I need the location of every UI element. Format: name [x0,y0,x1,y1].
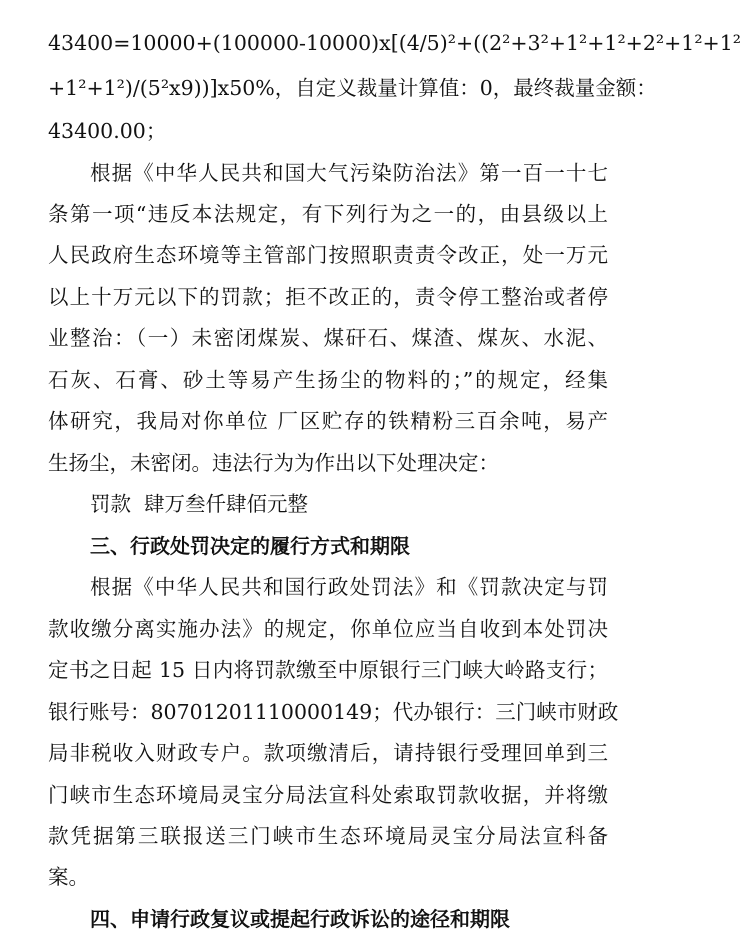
section-3-line-6: 门峡市生态环境局灵宝分局法宣科处索取罚款收据，并将缴 [48,783,608,807]
basis-line-5: 业整治：（一）未密闭煤炭、煤矸石、煤渣、煤灰、水泥、 [48,326,608,350]
formula-line-1: 43400=10000+(100000-10000)x[(4/5)²+((2²+3²+1²+1²+2²+1²+1² [48,31,741,55]
formula-line-3: 43400.00； [48,119,167,143]
basis-line-1: 根据《中华人民共和国大气污染防治法》第一百一十七 [90,161,608,185]
section-3-line-5: 局非税收入财政专户。款项缴清后，请持银行受理回单到三 [48,741,608,765]
penalty-amount: 罚款 肆万叁仟肆佰元整 [90,492,309,516]
formula-line-2: +1²+1²)/(5²x9))]x50%，自定义裁量计算值：0，最终裁量金额： [48,76,657,100]
section-3-line-7: 款凭据第三联报送三门峡市生态环境局灵宝分局法宣科备 [48,824,608,848]
section-3-line-2: 款收缴分离实施办法》的规定，你单位应当自收到本处罚决 [48,617,608,641]
section-3-line-4: 银行账号：80701201110000149；代办银行：三门峡市财政 [48,700,619,724]
section-3-heading: 三、行政处罚决定的履行方式和期限 [90,534,410,558]
basis-line-6: 石灰、石膏、砂土等易产生扬尘的物料的；”的规定，经集 [48,368,608,392]
section-4-heading: 四、申请行政复议或提起行政诉讼的途径和期限 [90,907,510,931]
basis-line-7: 体研究，我局对你单位 厂区贮存的铁精粉三百余吨，易产 [48,409,608,433]
section-3-line-1: 根据《中华人民共和国行政处罚法》和《罚款决定与罚 [90,575,608,599]
section-3-line-3: 定书之日起 15 日内将罚款缴至中原银行三门峡大岭路支行； [48,658,608,682]
basis-line-8: 生扬尘，未密闭。违法行为为作出以下处理决定： [48,451,499,475]
section-3-line-8: 案。 [48,865,89,889]
basis-line-4: 以上十万元以下的罚款；拒不改正的，责令停工整治或者停 [48,285,608,309]
basis-line-2: 条第一项“违反本法规定，有下列行为之一的，由县级以上 [48,202,608,226]
basis-line-3: 人民政府生态环境等主管部门按照职责责令改正，处一万元 [48,243,608,267]
